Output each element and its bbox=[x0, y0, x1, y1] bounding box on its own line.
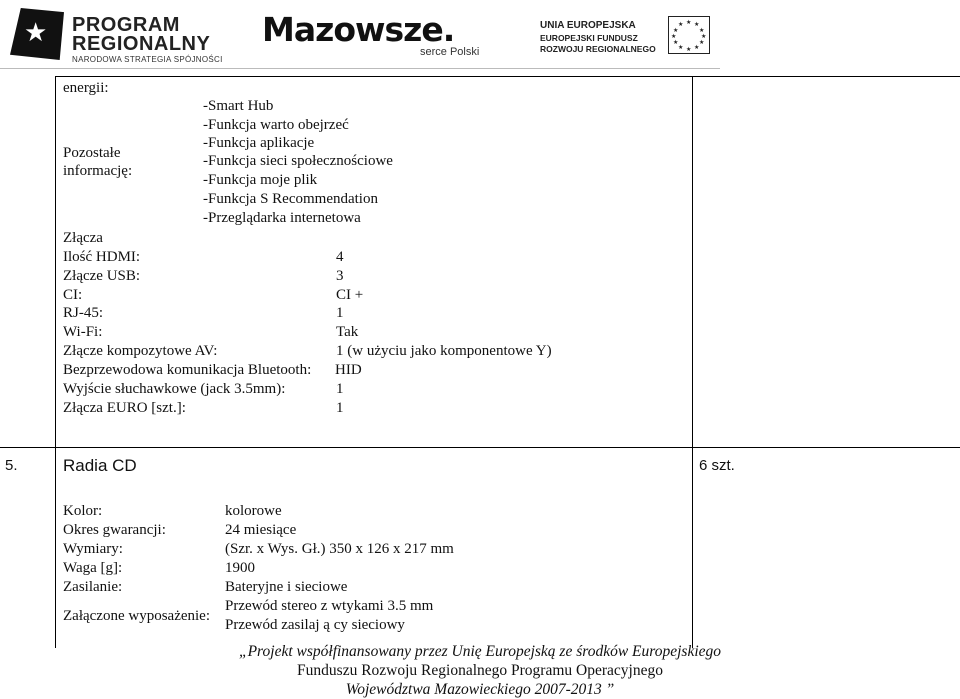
connector-value: 1 bbox=[336, 305, 344, 321]
other-info-item: -Funkcja sieci społecznościowe bbox=[203, 153, 393, 169]
accessories-label: Załączone wyposażenie: bbox=[63, 608, 211, 624]
connector-value: 1 (w użyciu jako komponentowe Y) bbox=[336, 343, 552, 359]
eu-line3: ROZWOJU REGIONALNEGO bbox=[540, 44, 656, 54]
page-header bbox=[0, 0, 960, 72]
other-info-item: -Funkcja moje plik bbox=[203, 172, 318, 188]
footer-line1: „Projekt współfinansowany przez Unię Europejską ze środków Europejskiego bbox=[238, 643, 722, 660]
connector-label: Bezprzewodowa komunikacja Bluetooth: bbox=[63, 362, 312, 378]
spec-label: Zasilanie: bbox=[63, 579, 123, 595]
spec-value: 1900 bbox=[225, 560, 255, 576]
connector-label: RJ-45: bbox=[63, 305, 104, 321]
connector-label: Złącze kompozytowe AV: bbox=[63, 343, 218, 359]
table-column-divider bbox=[692, 76, 693, 448]
item-number: 5. bbox=[5, 457, 18, 474]
eu-line1: UNIA EUROPEJSKA bbox=[540, 20, 636, 31]
spec-value: Bateryjne i sieciowe bbox=[225, 579, 348, 595]
other-info-item: -Smart Hub bbox=[203, 98, 274, 114]
mazowsze-logo bbox=[262, 10, 492, 60]
connector-value: HID bbox=[335, 362, 362, 378]
connector-label: Wi-Fi: bbox=[63, 324, 103, 340]
connector-value: Tak bbox=[336, 324, 359, 340]
mazowsze-subtitle: serce Polski bbox=[420, 46, 480, 58]
table-border-left bbox=[55, 76, 56, 648]
connector-label: Złącza EURO [szt.]: bbox=[63, 400, 186, 416]
program-regionalny-logo bbox=[10, 6, 240, 64]
footer-line2: Funduszu Rozwoju Regionalnego Programu Operacyjnego bbox=[297, 662, 663, 679]
connector-label: Ilość HDMI: bbox=[63, 249, 141, 265]
accessories-line: Przewód zasilaj ą cy sieciowy bbox=[225, 617, 405, 633]
spec-value: kolorowe bbox=[225, 503, 282, 519]
connector-value: 1 bbox=[336, 381, 344, 397]
eu-flag-icon: ★ ★ ★ ★ ★ ★ ★ ★ ★ ★ ★ ★ bbox=[668, 16, 710, 54]
other-info-item: -Przeglądarka internetowa bbox=[203, 210, 361, 226]
header-divider bbox=[0, 68, 720, 69]
program-line1: PROGRAM bbox=[72, 14, 180, 36]
mazowsze-title: Mazowsze. bbox=[262, 10, 455, 49]
connector-label: Złącze USB: bbox=[63, 268, 141, 284]
spec-label: Kolor: bbox=[63, 503, 103, 519]
program-line2: REGIONALNY bbox=[72, 33, 211, 55]
accessories-line: Przewód stereo z wtykami 3.5 mm bbox=[225, 598, 434, 614]
connector-value: 1 bbox=[336, 400, 344, 416]
eu-line2: EUROPEJSKI FUNDUSZ bbox=[540, 33, 638, 43]
program-line3: NARODOWA STRATEGIA SPÓJNOŚCI bbox=[72, 55, 223, 64]
table-column-divider-lower bbox=[692, 448, 693, 648]
spec-label: Wymiary: bbox=[63, 541, 123, 557]
connector-label: Wyjście słuchawkowe (jack 3.5mm): bbox=[63, 381, 286, 397]
other-info-item: -Funkcja warto obejrzeć bbox=[203, 117, 349, 133]
star-icon: ★ bbox=[24, 18, 48, 48]
table-border-top bbox=[55, 76, 960, 77]
spec-label: Okres gwarancji: bbox=[63, 522, 166, 538]
eu-logo bbox=[540, 14, 720, 58]
connector-value: 3 bbox=[336, 268, 344, 284]
connectors-title: Złącza bbox=[63, 230, 103, 246]
other-info-label-2: informację: bbox=[63, 163, 133, 179]
item-quantity: 6 szt. bbox=[699, 457, 735, 474]
spec-label: Waga [g]: bbox=[63, 560, 123, 576]
table-row-divider bbox=[0, 447, 960, 448]
connector-value: 4 bbox=[336, 249, 344, 265]
other-info-item: -Funkcja S Recommendation bbox=[203, 191, 378, 207]
connector-label: CI: bbox=[63, 287, 83, 303]
other-info-item: -Funkcja aplikacje bbox=[203, 135, 315, 151]
other-info-label-1: Pozostałe bbox=[63, 145, 121, 161]
spec-value: (Szr. x Wys. Gł.) 350 x 126 x 217 mm bbox=[225, 541, 454, 557]
spec-value: 24 miesiące bbox=[225, 522, 297, 538]
connector-value: CI + bbox=[336, 287, 364, 303]
footer-line3: Województwa Mazowieckiego 2007-2013 ” bbox=[345, 681, 615, 698]
item-name: Radia CD bbox=[63, 456, 137, 475]
energy-label: energii: bbox=[63, 80, 109, 96]
